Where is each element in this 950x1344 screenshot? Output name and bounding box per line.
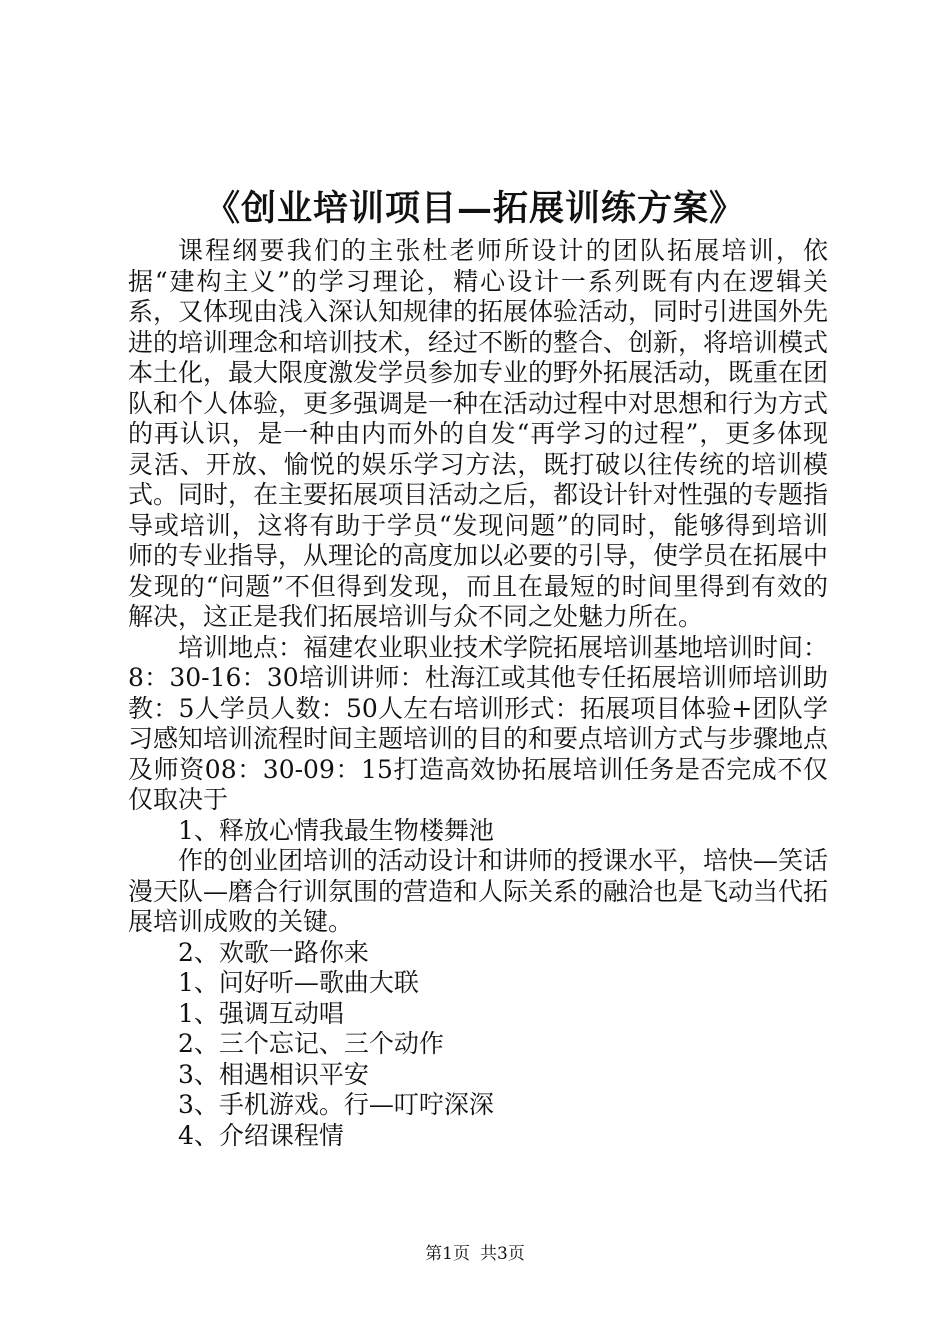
list-item: 2、三个忘记、三个动作 xyxy=(178,1029,444,1058)
paragraph-training-info: 培训地点：福建农业职业技术学院拓展培训基地培训时间：8：30-16：30培训讲师：杜海江或其他专任拓展培训师培训助教：5人学员人数：50人左右培训形式：拓展项目体验+团队学习感知培训流程时间主题培训的目的和要点培训方式与步骤地点及师资08：30-09：15打造高效协拓展培训任务是否完成不仅仅取决于 xyxy=(128,632,829,814)
page-total: 共3页 xyxy=(480,1244,525,1264)
list-item: 1、强调互动唱 xyxy=(178,998,344,1028)
paragraph-activity-design: 作的创业团培训的活动设计和讲师的授课水平，培快—笑话漫天队—磨合行训氛围的营造和人际关系的融洽也是飞动当代拓展培训成败的关键。 xyxy=(128,846,829,936)
page-number: 第1页 xyxy=(425,1244,470,1264)
list-item: 3、手机游戏。行—叮咛深深 xyxy=(178,1090,494,1119)
list-item: 1、释放心情我最生物楼舞池 xyxy=(178,815,494,845)
list-item: 2、欢歌一路你来 xyxy=(178,937,369,967)
paragraph-intro: 课程纲要我们的主张杜老师所设计的团队拓展培训，依据“建构主义”的学习理论，精心设计一系列既有内在逻辑关系，又体现由浅入深认知规律的拓展体验活动，同时引进国外先进的培训理念和培训技术，经过不断的整合、创新，将培训模式本土化，最大限度激发学员参加专业的野外拓展活动，既重在团队和个人体验，更多强调是一种在活动过程中对思想和行为方式的再认识，是一种由内而外的自发“再学习的过程”，更多体现灵活、开放、愉悦的娱乐学习方法，既打破以往传统的培训模式。同时，在主要拓展项目活动之后，都设计针对性强的专题指导或培训，这将有助于学员“发现问题”的同时，能够得到培训师的专业指导，从理论的高度加以必要的引导，使学员在拓展中发现的“问题”不但得到发现，而且在最短的时间里得到有效的解决，这正是我们拓展培训与众不同之处魅力所在。 xyxy=(128,236,829,631)
list-item: 4、介绍课程情 xyxy=(178,1120,344,1150)
list-item: 1、问好听—歌曲大联 xyxy=(178,968,419,997)
document-body xyxy=(128,236,828,1151)
document-title: 《创业培训项目—拓展训练方案》 xyxy=(204,188,745,229)
list-item: 3、相遇相识平安 xyxy=(178,1059,369,1089)
page-footer xyxy=(0,1242,950,1266)
